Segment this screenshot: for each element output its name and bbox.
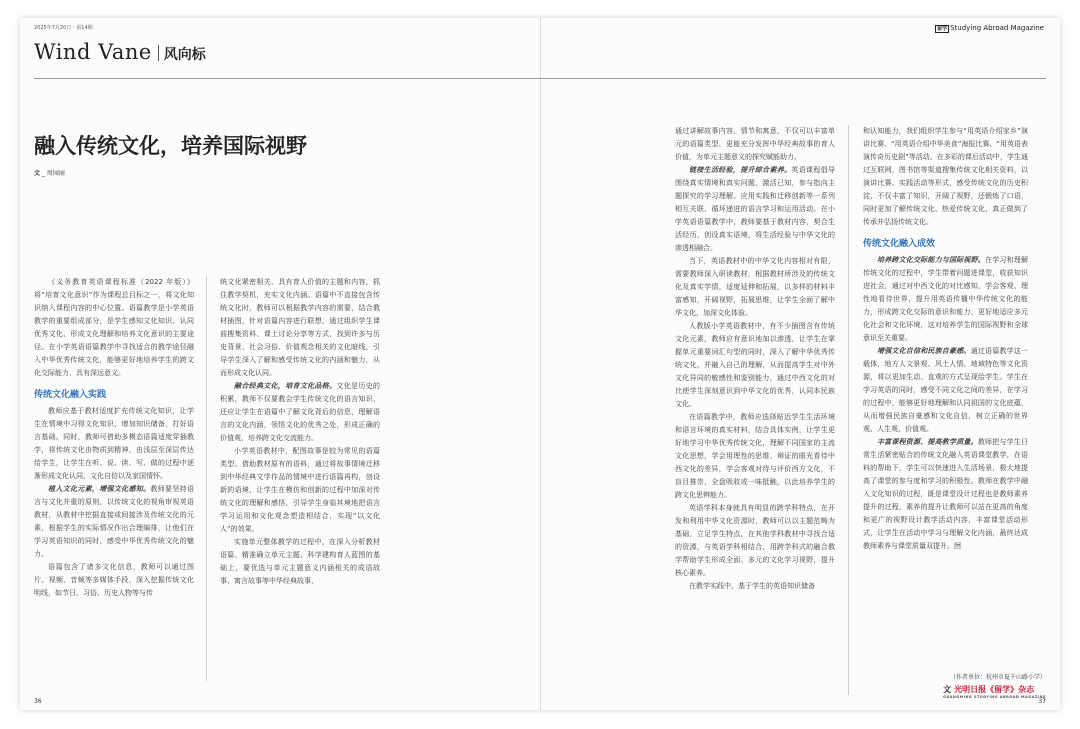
paragraph xyxy=(863,254,1028,345)
paragraph: 和认知能力，我们组织学生参与“用英语介绍家乡”演讲比赛、“用英语介绍中华美食”海报比赛、“用英语表演传奇历史剧”等活动。在多彩的课后活动中，学生通过互联网、图书馆等渠道搜集传统文化相关资料，以演讲比赛、实践活动等形式，感受传统文化的历史积淀，不仅丰富了知识，开阔了视野，还锻炼了口语，同时更加了解传统文化、热爱传统文化，真正做到了传承并弘扬传统文化。 xyxy=(863,127,1028,226)
text-column-4 xyxy=(863,125,1028,673)
magazine-name xyxy=(935,24,1044,32)
paragraph xyxy=(675,164,835,255)
paragraph-body: 教师把与学生日常生活紧密贴合的传统文化融入英语课堂教学，在语料的帮助下，学生可以快速进入生活场景，极大地提高了课堂的参与度和学习的积极性。教师在教学中融入文化知识的过程，既是课堂设计过程也是教师素养提升的过程，素养的提升让教师可以站在更高的角度和更广的视野设计教学活动内容，丰富课堂活动形式，让学生在活动中学习与理解文化内涵，最终达成教师素养与课堂质量双提升。 xyxy=(863,438,1028,550)
paragraph xyxy=(863,436,1028,553)
paragraph-lead: 融合经典文化，培育文化品格。 xyxy=(234,382,337,390)
paragraph-lead: 植入文化元素，增强文化感知。 xyxy=(48,485,151,493)
byline-prefix: 文 xyxy=(34,170,41,177)
paragraph: 通过讲解故事内容、情节和寓意，不仅可以丰富单元的语篇类型，更能充分发挥中华经典故事的育人价值，为单元主题意义的探究赋能助力。 xyxy=(675,127,835,161)
logo-subtext: GUANGMING STUDYING ABROAD MAGAZINE xyxy=(943,695,1046,699)
magazine-badge: 留学 xyxy=(937,26,948,32)
paragraph: 《义务教育英语课程标准（2022 年版）》将“培育文化意识”作为课程总目标之一，将文化知识纳入课程内容的中心位置。语篇教学是小学英语教学的重要组成部分，是学生感知文化知识、认同优秀文化、形成文化理解和培养文化意识的主要途径。在小学英语语篇教学中寻找适合的教学途径融入中华优秀传统文化，能够更好地培养学生的跨文化交际能力，具有深远意义。 xyxy=(34,278,194,377)
text-column-2 xyxy=(220,276,380,684)
paragraph: 教师应基于教材适度扩充传统文化知识，让学生在情境中习得文化知识，增加知识储备，打好语言基础。同时，教师可借助多模态语篇适度穿插教学，将传统文化由物质到精神，由浅层至深层传达给学生，让学生在听、说、读、写、做的过程中逐渐形成文化认同、文化自信以及家国情怀。 xyxy=(34,407,194,480)
paragraph: 统文化紧密相关、具有育人价值的主题和内容，抓住教学契机，充实文化内涵。语篇中不直接包含传统文化时，教师可以根据教学内容的需要，结合教材插图，针对语篇内容进行联想，通过组织学生课前搜集资料、课上讨论分享等方式，找到许多与历史背景、社会习俗、价值观念相关的文化暗线，引导学生深入了解和感受传统文化的内涵和魅力，从而形成文化认同。 xyxy=(220,278,380,377)
paragraph xyxy=(220,380,380,445)
column-brand xyxy=(34,40,206,64)
section-heading: 传统文化融入实践 xyxy=(34,390,107,400)
paragraph: 在语篇教学中，教师应选择贴近学生生活环境和语言环境的真实材料，结合具体实例，让学生更好地学习中华优秀传统文化，理解不同国家的主流文化思想，学会用理性的思维、辩证的眼光看待中西文化的差异，学会客观对待与评价西方文化，不盲目推崇，全盘吸收或一味抵触，以此培养学生的跨文化思辨能力。 xyxy=(675,413,835,499)
paragraph-body: 通过语篇教学这一载体，地方人文景观、风土人情、地域特色等文化资源，将以更加生动、直观的方式呈现给学生。学生在学习英语的同时，感受不同文化之间的差异，在学习的过程中，能够更好地理解和认同祖国的文化底蕴，从而增强民族自豪感和文化自信，树立正确的世界观、人生观、价值观。 xyxy=(863,347,1028,433)
issue-date: 2025年7月20日・第14期 xyxy=(34,25,93,31)
paragraph: 在教学实践中，基于学生的英语知识储备 xyxy=(689,582,815,590)
byline-author: _ 周园丽 xyxy=(41,170,65,177)
column-divider xyxy=(848,125,849,695)
paragraph: 当下，英语教材中的中华文化内容相对有限，需要教师深入研读教材，根据教材所涉及的传统文化及真实学情，适度延伸和拓展，以多样的材料丰富感知，开阔视野，拓展思维，让学生全面了解中华文化，加深文化体验。 xyxy=(675,257,835,317)
paragraph-lead: 链接生活经验，提升综合素养。 xyxy=(689,166,792,174)
paragraph: 人教版小学英语教材中，有不少插图含有传统文化元素，教师应有意识地加以渗透，让学生在掌握单元重要词汇句型的同时，深入了解中华优秀传统文化，并融入自己的理解，从而提高学生对中外文化异同的敏感性和鉴别能力，通过中西文化的对比使学生深刻意识到中华文化的优秀，认同本民族文化。 xyxy=(675,322,835,408)
paragraph xyxy=(863,345,1028,436)
paragraph-body: 英语课程倡导围绕真实情境和真实问题，激活已知，参与指向主题探究的学习理解、应用实践和迁移创新等一系列相互关联、循环递进的语言学习和运用活动。在小学英语语篇教学中，教师要基于教材内容，契合生活经历，创设真实语境，将生活经验与中华文化的渗透相融合。 xyxy=(675,166,835,252)
brand-divider xyxy=(158,45,159,61)
paragraph: 英语学科本身就具有明显的跨学科特点，在开发和利用中华文化资源时，教师可以以主题范畴为基础，立足学生特点，在其他学科教材中寻找合适的资源，与英语学科相结合，用跨学科式的融合教学帮助学生形成全面、多元的文化学习视野，提升核心素养。 xyxy=(675,504,835,577)
magazine-spread xyxy=(20,18,1060,710)
paragraph-body: 教师要坚持语言与文化并重的原则，以传统文化的视角审视英语教材，从教材中挖掘直接或间接涉及传统文化的元素，根据学生的实际情况作出合理编排，让他们在学习英语知识的同时，感受中华优秀传统文化的魅力。 xyxy=(34,485,194,558)
column-divider xyxy=(206,276,207,681)
paragraph-body: 在学习和理解传统文化的过程中，学生带着问题进课堂，收获知识进社会，通过对中西文化的对比感知，学会客观、理性地看待世界，提升用英语传播中华传统文化的能力，形成跨文化交际的意识和能力，更好地适应多元化社会和文化环境，这对培养学生的国际视野和全球意识至关重要。 xyxy=(863,256,1028,342)
end-mark: 囫 xyxy=(954,542,961,550)
text-column-3 xyxy=(675,125,835,705)
paragraph-lead: 丰富课程资源、提高教学质量。 xyxy=(877,438,978,446)
paragraph xyxy=(34,483,194,561)
header-rule xyxy=(34,78,1046,79)
article-byline xyxy=(34,168,65,177)
brand-zh: 风向标 xyxy=(163,47,206,63)
page-fold xyxy=(540,18,541,710)
brand-en: Wind Vane xyxy=(34,40,152,64)
paragraph: 语篇包含了诸多文化信息，教师可以通过图片、视频、音频等多媒体手段，深入挖掘传统文化明线，如节日、习俗、历史人物等与传 xyxy=(34,563,194,597)
logo-text: 光明日报《留学》杂志 xyxy=(954,685,1035,694)
page-number-left: 36 xyxy=(34,698,42,705)
author-unit: （作者单位：杭州市夏千山路小学） xyxy=(949,674,1046,681)
paragraph: 实施单元整体教学的过程中，在深入分析教材语篇、精准确立单元主题、科学建构育人蓝图的基础上，要优选与单元主题意义内涵相关的成语故事、寓言故事等中华经典故事， xyxy=(220,538,380,585)
magazine-logo xyxy=(943,684,1046,699)
logo-mark: 文 xyxy=(943,685,952,694)
section-heading: 传统文化融入成效 xyxy=(863,239,936,249)
magazine-name-text: Studying Abroad Magazine xyxy=(950,24,1044,32)
text-column-1 xyxy=(34,276,194,684)
article-title: 融入传统文化，培养国际视野 xyxy=(34,134,307,158)
page-number-right: 37 xyxy=(1038,698,1046,705)
paragraph-lead: 培养跨文化交际能力与国际视野。 xyxy=(877,256,985,264)
paragraph-lead: 增强文化自信和民族自豪感。 xyxy=(877,347,971,355)
paragraph-body: 文化是历史的积累，教师不仅要教会学生传统文化的语言知识，还应让学生在语篇中了解文化背后的信息，理解语言的文化内涵，领悟文化的优秀之处，形成正确的价值观，培养跨文化交流能力。 xyxy=(220,382,380,442)
paragraph: 小学英语教材中，配图故事是较为常见的语篇类型。借助教材原有的语料，通过将故事情境迁移到中华经典文学作品的情境中进行语篇再构，创设新的语境，让学生在模仿和创新的过程中加深对传统文化的理解和感悟，引导学生身临其境地把语言学习运用和文化观念塑造相结合，实现“以文化人”的效果。 xyxy=(220,447,380,533)
